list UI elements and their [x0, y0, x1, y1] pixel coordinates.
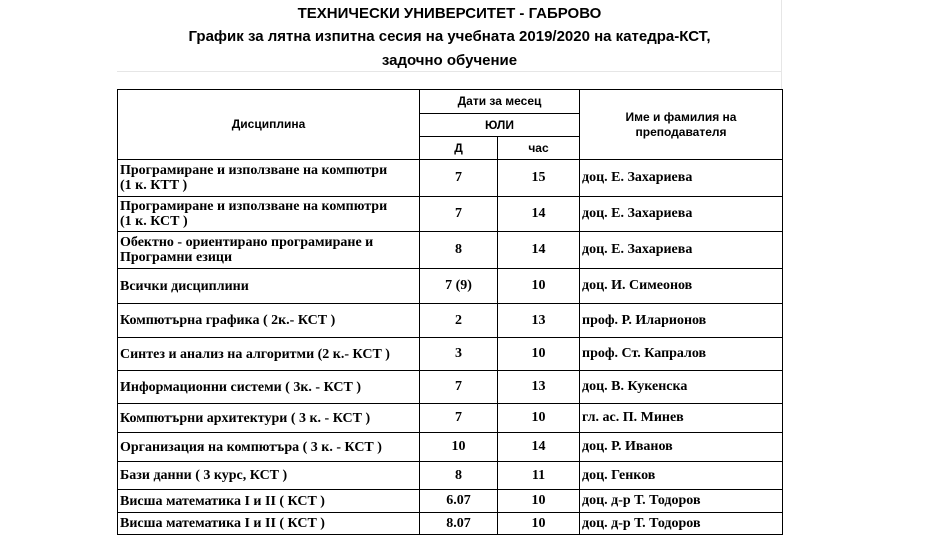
table-row — [118, 462, 783, 490]
teacher-cell: доц. И. Симеонов — [580, 269, 783, 304]
discipline-line: Всички дисциплини — [120, 278, 249, 294]
discipline-cell — [118, 513, 420, 535]
day-cell: 7 — [420, 404, 498, 433]
hour-cell: 10 — [498, 269, 580, 304]
col-discipline-header: Дисциплина — [118, 90, 420, 160]
discipline-line: Бази данни ( 3 курс, КСТ ) — [120, 468, 288, 483]
teacher-cell: гл. ас. П. Минев — [580, 404, 783, 433]
day-cell: 6.07 — [420, 490, 498, 513]
discipline-cell — [118, 462, 420, 490]
university-title: ТЕХНИЧЕСКИ УНИВЕРСИТЕТ - ГАБРОВО — [297, 5, 602, 22]
hour-cell: 10 — [498, 490, 580, 513]
hour-cell: 14 — [498, 197, 580, 232]
discipline-line: Компютърни архитектури ( 3 к. - КСТ ) — [120, 410, 371, 426]
day-cell: 7 — [420, 160, 498, 197]
discipline-line: Компютърна графика ( 2к.- КСТ ) — [120, 313, 336, 328]
discipline-line: Синтез и анализ на алгоритми (2 к.- КСТ ) — [120, 346, 390, 362]
col-dates-header: Дати за месец — [420, 90, 580, 114]
discipline-line: Висша математика I и II ( КСТ ) — [120, 516, 325, 531]
hour-cell: 13 — [498, 371, 580, 404]
header-row — [118, 90, 783, 114]
teacher-cell: доц. Е. Захариева — [580, 160, 783, 197]
hour-cell: 11 — [498, 462, 580, 490]
teacher-cell: доц. Е. Захариева — [580, 197, 783, 232]
teacher-cell: доц. Р. Иванов — [580, 433, 783, 462]
day-cell: 8.07 — [420, 513, 498, 535]
discipline-cell — [118, 338, 420, 371]
discipline-line: Информационни системи ( 3к. - КСТ ) — [120, 379, 361, 395]
discipline-line: (1 к. КСТ ) — [120, 214, 188, 229]
col-day-header: Д — [420, 137, 498, 160]
teacher-cell: проф. Ст. Капралов — [580, 338, 783, 371]
gridline — [117, 71, 782, 72]
hour-cell: 14 — [498, 232, 580, 269]
day-cell: 7 — [420, 371, 498, 404]
col-hour-header: час — [498, 137, 580, 160]
teacher-cell: доц. В. Кукенска — [580, 371, 783, 404]
table-row — [118, 197, 783, 232]
discipline-line: Програмни езици — [120, 250, 233, 265]
table-row — [118, 490, 783, 513]
discipline-cell — [118, 433, 420, 462]
day-cell: 3 — [420, 338, 498, 371]
discipline-cell — [118, 269, 420, 304]
day-cell: 2 — [420, 304, 498, 338]
teacher-header-line1: Име и фамилия на — [625, 109, 737, 124]
day-cell: 8 — [420, 462, 498, 490]
hour-cell: 10 — [498, 404, 580, 433]
discipline-line: Обектно - ориентирано програмиране и — [120, 235, 374, 250]
discipline-cell — [118, 160, 420, 197]
day-cell: 7 — [420, 197, 498, 232]
table-row — [118, 513, 783, 535]
teacher-cell: доц. д-р Т. Тодоров — [580, 490, 783, 513]
hour-cell: 14 — [498, 433, 580, 462]
day-cell: 7 (9) — [420, 269, 498, 304]
discipline-cell — [118, 304, 420, 338]
day-cell: 10 — [420, 433, 498, 462]
teacher-cell: проф. Р. Иларионов — [580, 304, 783, 338]
discipline-line: Програмиране и използване на компютри — [120, 199, 388, 214]
table-row — [118, 160, 783, 197]
schedule-subtitle: График за лятна изпитна сесия на учебната 2019/2020 на катедра-КСТ, — [188, 28, 711, 45]
discipline-cell — [118, 404, 420, 433]
discipline-line: Организация на компютъра ( 3 к. - КСТ ) — [120, 439, 382, 455]
table-row — [118, 433, 783, 462]
discipline-cell — [118, 232, 420, 269]
discipline-cell — [118, 197, 420, 232]
hour-cell: 15 — [498, 160, 580, 197]
gridline — [781, 0, 782, 90]
teacher-cell: доц. Генков — [580, 462, 783, 490]
col-teacher-header — [580, 90, 783, 160]
teacher-header-line2: преподавателя — [635, 124, 727, 139]
discipline-line: (1 к. КТТ ) — [120, 178, 188, 193]
day-cell: 8 — [420, 232, 498, 269]
discipline-cell — [118, 371, 420, 404]
teacher-cell: доц. д-р Т. Тодоров — [580, 513, 783, 535]
hour-cell: 10 — [498, 338, 580, 371]
hour-cell: 13 — [498, 304, 580, 338]
teacher-cell: доц. Е. Захариева — [580, 232, 783, 269]
table-row — [118, 304, 783, 338]
month-header: ЮЛИ — [420, 114, 580, 137]
discipline-cell — [118, 490, 420, 513]
table-row — [118, 232, 783, 269]
discipline-line: Висша математика I и II ( КСТ ) — [120, 493, 325, 509]
table-row — [118, 371, 783, 404]
discipline-line: Програмиране и използване на компютри — [120, 163, 388, 178]
exam-schedule-table — [117, 89, 783, 535]
study-form: задочно обучение — [381, 52, 518, 69]
table-row — [118, 404, 783, 433]
hour-cell: 10 — [498, 513, 580, 535]
table-row — [118, 338, 783, 371]
table-row — [118, 269, 783, 304]
